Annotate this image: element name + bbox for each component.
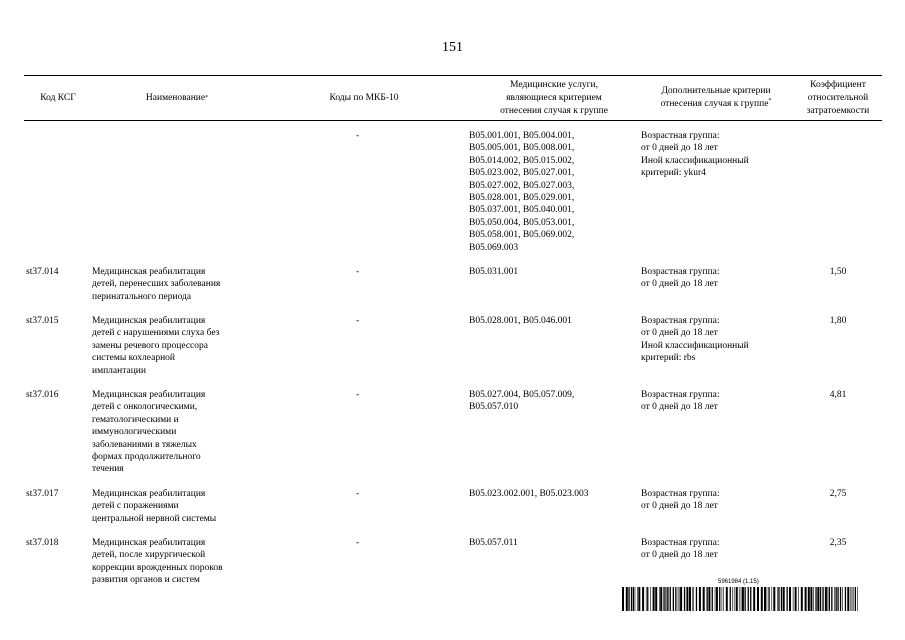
row-criteria (641, 315, 791, 365)
row-criteria-line: Возрастная группа: (641, 538, 720, 548)
barcode-bar (852, 587, 853, 611)
barcode-bar (712, 587, 713, 611)
barcode-bar (767, 587, 768, 611)
barcode-bar (703, 587, 705, 611)
barcode-bar (678, 587, 679, 611)
barcode-bar (837, 587, 838, 611)
row-criteria-line: от 0 дней до 18 лет (641, 550, 718, 561)
row-services-line: B05.027.004, B05.057.009, (469, 390, 575, 400)
barcode-bar (684, 587, 685, 611)
row-services-line: B05.069.003 (469, 242, 519, 253)
barcode-bar (730, 587, 731, 611)
row-mkb-codes: - (356, 131, 360, 141)
barcode-bar (820, 587, 821, 611)
barcode-bar (795, 587, 797, 611)
row-criteria-line: критерий: rbs (641, 353, 696, 364)
row-services-line: B05.028.001, B05.046.001 (469, 316, 572, 326)
barcode-bar (680, 587, 682, 611)
barcode-bar (663, 587, 664, 611)
row-name-line: Медицинская реабилитация (92, 316, 206, 326)
row-mkb-codes: - (356, 390, 360, 400)
row-name-line: замены речевого процессора (92, 340, 208, 351)
barcode-number: 5961984 (1.15) (718, 579, 759, 585)
barcode-bar (633, 587, 634, 611)
barcode-bar (748, 587, 749, 611)
row-code: st37.017 (26, 489, 59, 499)
barcode-bar (693, 587, 694, 611)
barcode-bar (742, 587, 744, 611)
barcode-bar (667, 587, 668, 611)
barcode-bar (840, 587, 841, 611)
barcode-bar (745, 587, 746, 611)
row-coefficient: 4,81 (829, 390, 847, 400)
row-name-line: Медицинская реабилитация (92, 267, 206, 277)
barcode-bar (847, 587, 849, 611)
barcode-bar (699, 587, 701, 611)
row-name-line: Медицинская реабилитация (92, 390, 206, 400)
row-name-line: коррекции врожденных пороков (92, 562, 223, 573)
table-row (24, 130, 882, 254)
row-name-line: детей с онкологическими, (92, 402, 198, 413)
row-criteria-line: от 0 дней до 18 лет (641, 328, 718, 339)
row-services (469, 315, 639, 327)
row-services-line: B05.037.001, B05.040.001, (469, 205, 575, 216)
row-services-line: B05.057.010 (469, 402, 519, 413)
barcode-bar (635, 587, 636, 611)
row-services-line: B05.027.002, B05.027.003, (469, 180, 575, 191)
barcode-bar (668, 587, 669, 611)
barcode-bar (670, 587, 671, 611)
barcode-bar (805, 587, 807, 611)
row-criteria (641, 130, 791, 180)
barcode-bar (801, 587, 803, 611)
row-services-line: B05.058.001, B05.069.002, (469, 230, 575, 241)
barcode-bar (673, 587, 674, 611)
barcode-bar (646, 587, 647, 611)
row-criteria-line: Возрастная группа: (641, 131, 720, 141)
barcode-bar (659, 587, 660, 611)
page-number: 151 (442, 40, 463, 55)
row-name-line: имплантации (92, 365, 146, 376)
row-name-line: перинатального периода (92, 291, 192, 302)
barcode-bar (647, 587, 648, 611)
barcode-bar (655, 587, 657, 611)
barcode-bar (781, 587, 782, 611)
barcode-bar (808, 587, 810, 611)
row-services (469, 537, 639, 549)
barcode-bar (764, 587, 766, 611)
row-criteria-line: Иной классификационный (641, 340, 749, 351)
row-name-line: детей, после хирургической (92, 550, 206, 561)
barcode-bar (853, 587, 854, 611)
row-services-line: B05.001.001, B05.004.001, (469, 131, 575, 141)
row-mkb-codes: - (356, 267, 360, 277)
row-criteria-line: критерий: ykur4 (641, 168, 706, 179)
row-criteria-line: от 0 дней до 18 лет (641, 279, 718, 290)
barcode-bar (631, 587, 632, 611)
row-coefficient: 2,35 (829, 538, 847, 548)
row-services (469, 488, 639, 500)
row-name-line: центральной нервной системы (92, 513, 217, 524)
barcode-bar (734, 587, 735, 611)
barcode-bar (817, 587, 819, 611)
row-name-line: системы кохлеарной (92, 353, 176, 364)
row-services-line: B05.050.004, B05.053.001, (469, 217, 575, 228)
barcode-image (622, 587, 860, 611)
barcode-bar (653, 587, 655, 611)
barcode-bar (836, 587, 837, 611)
barcode-bar (660, 587, 662, 611)
row-name-line: гематологическими и (92, 414, 179, 425)
header-criteria: Дополнительные критерии отнесения случая к группе* (660, 86, 772, 109)
row-services-line: B05.005.001, B05.008.001, (469, 143, 575, 154)
row-services-line: B05.014.002, B05.015.002, (469, 155, 575, 166)
row-name (92, 488, 262, 525)
barcode-bar (628, 587, 629, 611)
barcode-bar (778, 587, 779, 611)
header-name: Наименование * (145, 92, 209, 103)
row-criteria-line: Возрастная группа: (641, 267, 720, 277)
row-mkb-codes: - (356, 489, 360, 499)
row-code: st37.016 (26, 390, 59, 400)
row-criteria (641, 389, 791, 414)
barcode-bar (834, 587, 835, 611)
barcode-bar (815, 587, 816, 611)
barcode-bar (707, 587, 708, 611)
barcode-bar (719, 587, 720, 611)
barcode-bar (829, 587, 830, 611)
row-services-line: B05.031.001 (469, 267, 519, 277)
barcode-bar (822, 587, 823, 611)
header-code: Код КСГ (40, 92, 76, 103)
table-row (24, 389, 882, 476)
row-criteria-line: от 0 дней до 18 лет (641, 501, 718, 512)
barcode-bar (772, 587, 773, 611)
row-coefficient: 2,75 (829, 489, 847, 499)
barcode-bar (773, 587, 775, 611)
barcode-bar (732, 587, 733, 611)
row-code: st37.014 (26, 267, 59, 277)
row-name-line: формах продолжительного (92, 452, 201, 463)
barcode-bar (739, 587, 740, 611)
row-name-line: Медицинская реабилитация (92, 538, 206, 548)
row-name-line: развития органов и систем (92, 575, 200, 586)
barcode-bar (708, 587, 710, 611)
barcode-bar (665, 587, 666, 611)
barcode-bar (828, 587, 829, 611)
barcode-bar (761, 587, 763, 611)
row-mkb-codes: - (356, 538, 360, 548)
row-criteria (641, 488, 791, 513)
barcode-bar (787, 587, 788, 611)
header-coef: Коэффициент относительной затратоемкости (806, 79, 870, 116)
barcode-bar (855, 587, 856, 611)
row-name (92, 266, 262, 303)
row-criteria-line: Возрастная группа: (641, 390, 720, 400)
barcode-bar (622, 587, 624, 611)
row-criteria-line: Возрастная группа: (641, 316, 720, 326)
barcode-bar (810, 587, 812, 611)
row-coefficient: 1,50 (829, 267, 847, 277)
row-code: st37.015 (26, 316, 59, 326)
barcode-bar (845, 587, 846, 611)
barcode-bar (813, 587, 814, 611)
row-services (469, 266, 639, 278)
row-name-line: детей с поражениями (92, 501, 179, 512)
barcode-bar (650, 587, 651, 611)
barcode-bar (825, 587, 827, 611)
row-name-line: детей, перенесших заболевания (92, 279, 221, 290)
barcode-bar (675, 587, 676, 611)
table-header (24, 75, 882, 121)
barcode-bar (642, 587, 644, 611)
row-name-line: Медицинская реабилитация (92, 489, 206, 499)
barcode-bar (757, 587, 759, 611)
row-mkb-codes: - (356, 316, 360, 326)
header-mkb: Коды по МКБ-10 (329, 92, 399, 103)
barcode-bar (689, 587, 691, 611)
barcode-bar (793, 587, 794, 611)
row-coefficient: 1,80 (829, 316, 847, 326)
barcode-bar (783, 587, 785, 611)
barcode-bar (777, 587, 778, 611)
barcode-bar (831, 587, 832, 611)
barcode-bar (753, 587, 755, 611)
barcode-bar (679, 587, 680, 611)
row-criteria-line: от 0 дней до 18 лет (641, 143, 718, 154)
row-services-line: B05.028.001, B05.029.001, (469, 193, 575, 204)
table-row (24, 315, 882, 377)
row-name (92, 315, 262, 377)
barcode-bar (692, 587, 693, 611)
table-row (24, 266, 882, 303)
row-criteria-line: Возрастная группа: (641, 489, 720, 499)
row-services (469, 389, 639, 414)
row-services-line: B05.023.002.001, B05.023.003 (469, 489, 589, 499)
row-services-line: B05.023.002, B05.027.001, (469, 168, 575, 179)
barcode-bar (723, 587, 724, 611)
barcode-bar (626, 587, 628, 611)
row-criteria (641, 266, 791, 291)
barcode-bar (726, 587, 728, 611)
barcode-bar (741, 587, 742, 611)
row-name (92, 389, 262, 476)
row-criteria-line: Иной классификационный (641, 155, 749, 166)
barcode-bar (736, 587, 738, 611)
row-criteria-line: от 0 дней до 18 лет (641, 402, 718, 413)
barcode-bar (638, 587, 640, 611)
barcode-bar (857, 587, 858, 611)
barcode-bar (722, 587, 723, 611)
table-body (24, 130, 882, 599)
table-row (24, 488, 882, 525)
row-services-line: B05.057.011 (469, 538, 518, 548)
barcode-bar (637, 587, 638, 611)
row-name-line: детей с нарушениями слуха без (92, 328, 220, 339)
barcode-bar (686, 587, 688, 611)
barcode-bar (696, 587, 697, 611)
barcode-bar (716, 587, 718, 611)
header-services: Медицинские услуги, являющиеся критерием отнесения случая к группе (500, 79, 608, 116)
row-services (469, 130, 639, 254)
barcode-bar (851, 587, 852, 611)
row-criteria (641, 537, 791, 562)
row-code: st37.018 (26, 538, 59, 548)
barcode-bar (750, 587, 751, 611)
row-name-line: заболеваниями в тяжелых (92, 439, 197, 450)
row-name (92, 537, 262, 587)
barcode-bar (715, 587, 716, 611)
barcode-bar (789, 587, 791, 611)
row-name-line: течения (92, 464, 124, 475)
row-name-line: иммунологическими (92, 427, 177, 438)
barcode-bar (768, 587, 769, 611)
barcode-bar (798, 587, 799, 611)
barcode-bar (842, 587, 843, 611)
